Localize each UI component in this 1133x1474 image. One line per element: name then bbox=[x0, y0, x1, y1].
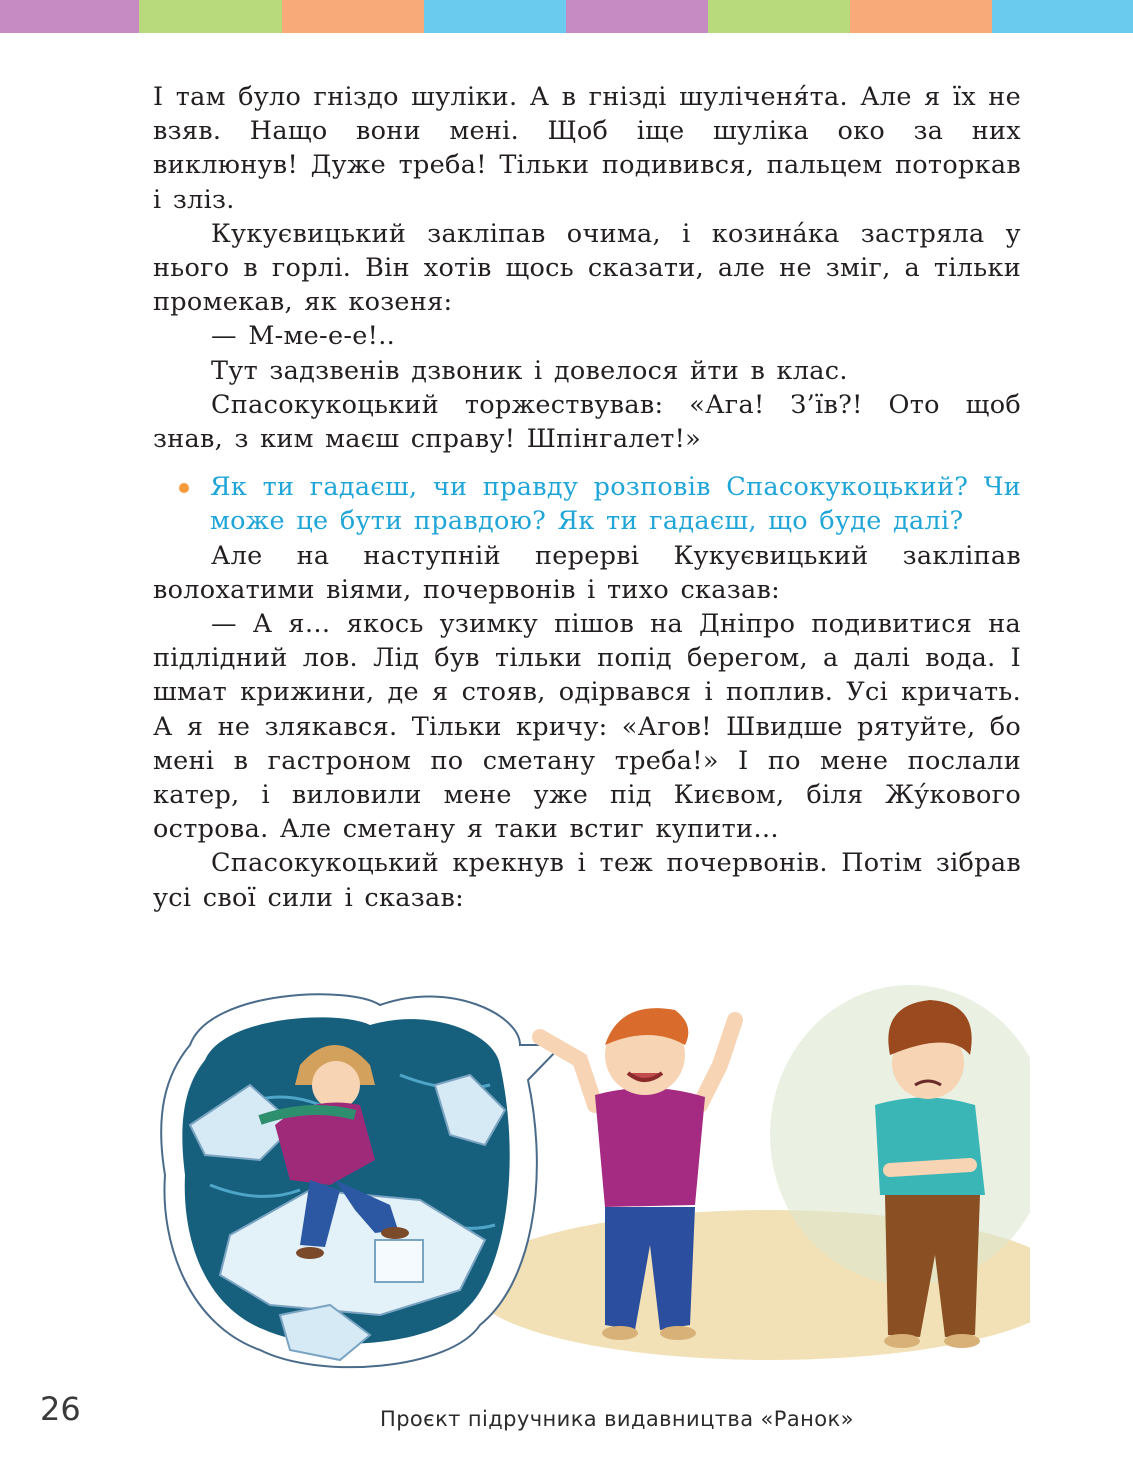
question-block bbox=[153, 470, 1021, 538]
paragraph-5: Спасокукоцький торжествував: «Ага! З’їв?! Ото щоб знав, з ким маєш справу! Шпінгалет!» bbox=[153, 389, 1021, 455]
paragraph-2: Кукуєвицький закліпав очима, і козина́ка застряла у нього в горлі. Він хотів щось сказати, але не зміг, а тільки промекав, як козеня: bbox=[153, 218, 1021, 318]
paragraph-7: — А я… якось узимку пішов на Дніпро подивитися на підлідний лов. Лід був тільки попід берегом, а далі вода. І шмат крижини, де я стояв, одірвався і поплив. Усі кричать. А я не злякався. Тільки кричу: «Агов! Швидше рятуйте, бо мені в гастроном по сметану треба!» І по мене послали катер, і виловили мене уже під Києвом, біля Жу́кового острова. Але сметану я таки встиг купити… bbox=[153, 609, 1021, 845]
paragraph-1: І там було гніздо шуліки. А в гнізді шуліченя́та. Але я їх не взяв. Нащо вони мені. Щоб іще шуліка око за них виклюнув! Дуже треба! Тільки подивився, пальцем поторкав і зліз. bbox=[153, 82, 1021, 215]
paragraph-8: Спасокукоцький крекнув і теж почервонів. Потім зібрав усі свої сили і сказав: bbox=[153, 848, 1021, 913]
color-band-segment bbox=[850, 0, 992, 33]
color-band-segment bbox=[139, 0, 282, 33]
color-band-segment bbox=[0, 0, 139, 33]
illustration bbox=[150, 985, 1030, 1385]
color-band-segment bbox=[424, 0, 566, 33]
color-band bbox=[0, 0, 1133, 33]
color-band-segment bbox=[282, 0, 424, 33]
question-text: Як ти гадаєш, чи правду розповів Спасокукоцький? Чи може це бути правдою? Як ти гадаєш, що буде далі? bbox=[210, 472, 1021, 537]
story-text bbox=[153, 80, 1021, 915]
color-band-segment bbox=[708, 0, 850, 33]
bullet-icon bbox=[179, 483, 189, 493]
paragraph-4: Тут задзвенів дзвоник і довелося йти в клас. bbox=[211, 355, 848, 386]
page-number: 26 bbox=[40, 1390, 81, 1428]
footer-text: Проєкт підручника видавництва «Ранок» bbox=[380, 1407, 854, 1431]
color-band-segment bbox=[566, 0, 708, 33]
paragraph-6: Але на наступній перерві Кукуєвицький закліпав волохатими віями, почервонів і тихо сказав: bbox=[153, 540, 1021, 605]
paragraph-3: — М-ме-е-е!.. bbox=[211, 321, 396, 352]
color-band-segment bbox=[992, 0, 1133, 33]
